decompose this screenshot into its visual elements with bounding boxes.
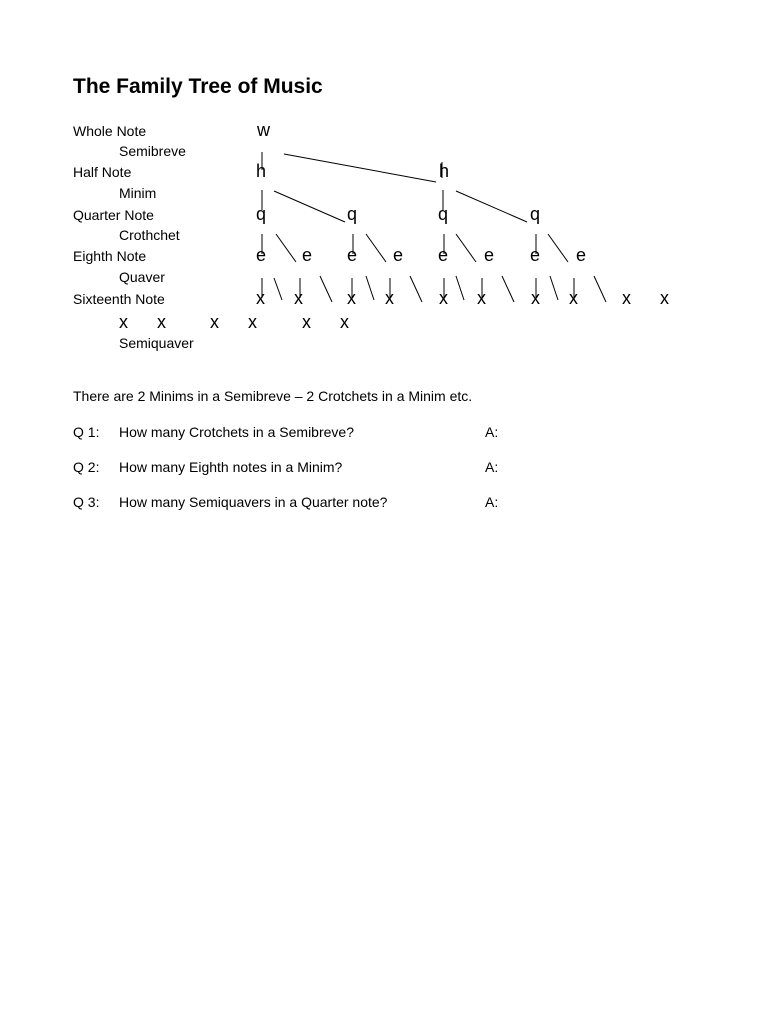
sixteenth-note-symbol: x (660, 288, 669, 308)
eighth-note-label: Eighth Note (73, 248, 147, 264)
answer-label: A: (485, 459, 499, 475)
question-number: Q 1: (73, 424, 100, 440)
quarter-note-symbol: q (530, 204, 541, 224)
sixteenth-note-symbol: x (256, 288, 265, 308)
minim-label: Minim (119, 185, 157, 201)
eighth-note-symbol: e (393, 245, 404, 265)
eighth-note-symbol: e (530, 245, 541, 265)
sixteenth-note-symbol: x (531, 288, 540, 308)
sixteenth-note-symbol: x (302, 312, 311, 332)
tree-line (366, 234, 386, 262)
tree-line (410, 276, 422, 302)
tree-line (366, 276, 374, 300)
sixteenth-note-symbol: x (157, 312, 166, 332)
tree-line (456, 191, 527, 222)
tree-line (550, 276, 558, 300)
whole-note-label: Whole Note (73, 123, 147, 139)
tree-line (276, 234, 296, 262)
half-note-symbol: h (256, 161, 267, 181)
quarter-note-symbol: q (438, 204, 449, 224)
question-text: How many Crotchets in a Semibreve? (119, 424, 354, 440)
quarter-note-symbol: q (256, 204, 267, 224)
tree-line (320, 276, 332, 302)
answer-label: A: (485, 424, 499, 440)
quaver-label: Quaver (119, 269, 165, 285)
eighth-note-symbol: e (484, 245, 495, 265)
eighth-note-symbol: e (347, 245, 358, 265)
sixteenth-note-symbol: x (385, 288, 394, 308)
tree-line (456, 234, 476, 262)
question-number: Q 3: (73, 494, 100, 510)
half-note-label: Half Note (73, 164, 132, 180)
sixteenth-note-symbol: x (439, 288, 448, 308)
sixteenth-note-symbol: x (347, 288, 356, 308)
semibreve-label: Semibreve (119, 143, 186, 159)
tree-line (594, 276, 606, 302)
sixteenth-note-symbol: x (340, 312, 349, 332)
sixteenth-note-symbol: x (569, 288, 578, 308)
question-text: How many Eighth notes in a Minim? (119, 459, 343, 475)
page-title: The Family Tree of Music (73, 75, 323, 98)
sixteenth-note-label: Sixteenth Note (73, 291, 165, 307)
quarter-note-label: Quarter Note (73, 207, 154, 223)
tree-line (274, 191, 345, 222)
answer-label: A: (485, 494, 499, 510)
question-text: How many Semiquavers in a Quarter note? (119, 494, 388, 510)
sixteenth-note-symbol: x (477, 288, 486, 308)
eighth-note-symbol: e (256, 245, 267, 265)
semiquaver-label: Semiquaver (119, 335, 194, 351)
tree-line (548, 234, 568, 262)
crotchet-label: Crothchet (119, 227, 180, 243)
sixteenth-note-symbol: x (248, 312, 257, 332)
quarter-note-symbol: q (347, 204, 358, 224)
sixteenth-note-symbol: x (119, 312, 128, 332)
whole-note-symbol: w (257, 120, 270, 140)
statement-text: There are 2 Minims in a Semibreve – 2 Crotchets in a Minim etc. (73, 388, 473, 404)
tree-line (502, 276, 514, 302)
question-number: Q 2: (73, 459, 100, 475)
tree-line (456, 276, 464, 300)
eighth-note-symbol: e (438, 245, 449, 265)
half-note-symbol: h (439, 161, 450, 181)
sixteenth-note-symbol: x (210, 312, 219, 332)
sixteenth-note-symbol: x (294, 288, 303, 308)
tree-line (274, 278, 282, 300)
tree-line (284, 154, 436, 182)
eighth-note-symbol: e (302, 245, 313, 265)
sixteenth-note-symbol: x (622, 288, 631, 308)
eighth-note-symbol: e (576, 245, 587, 265)
